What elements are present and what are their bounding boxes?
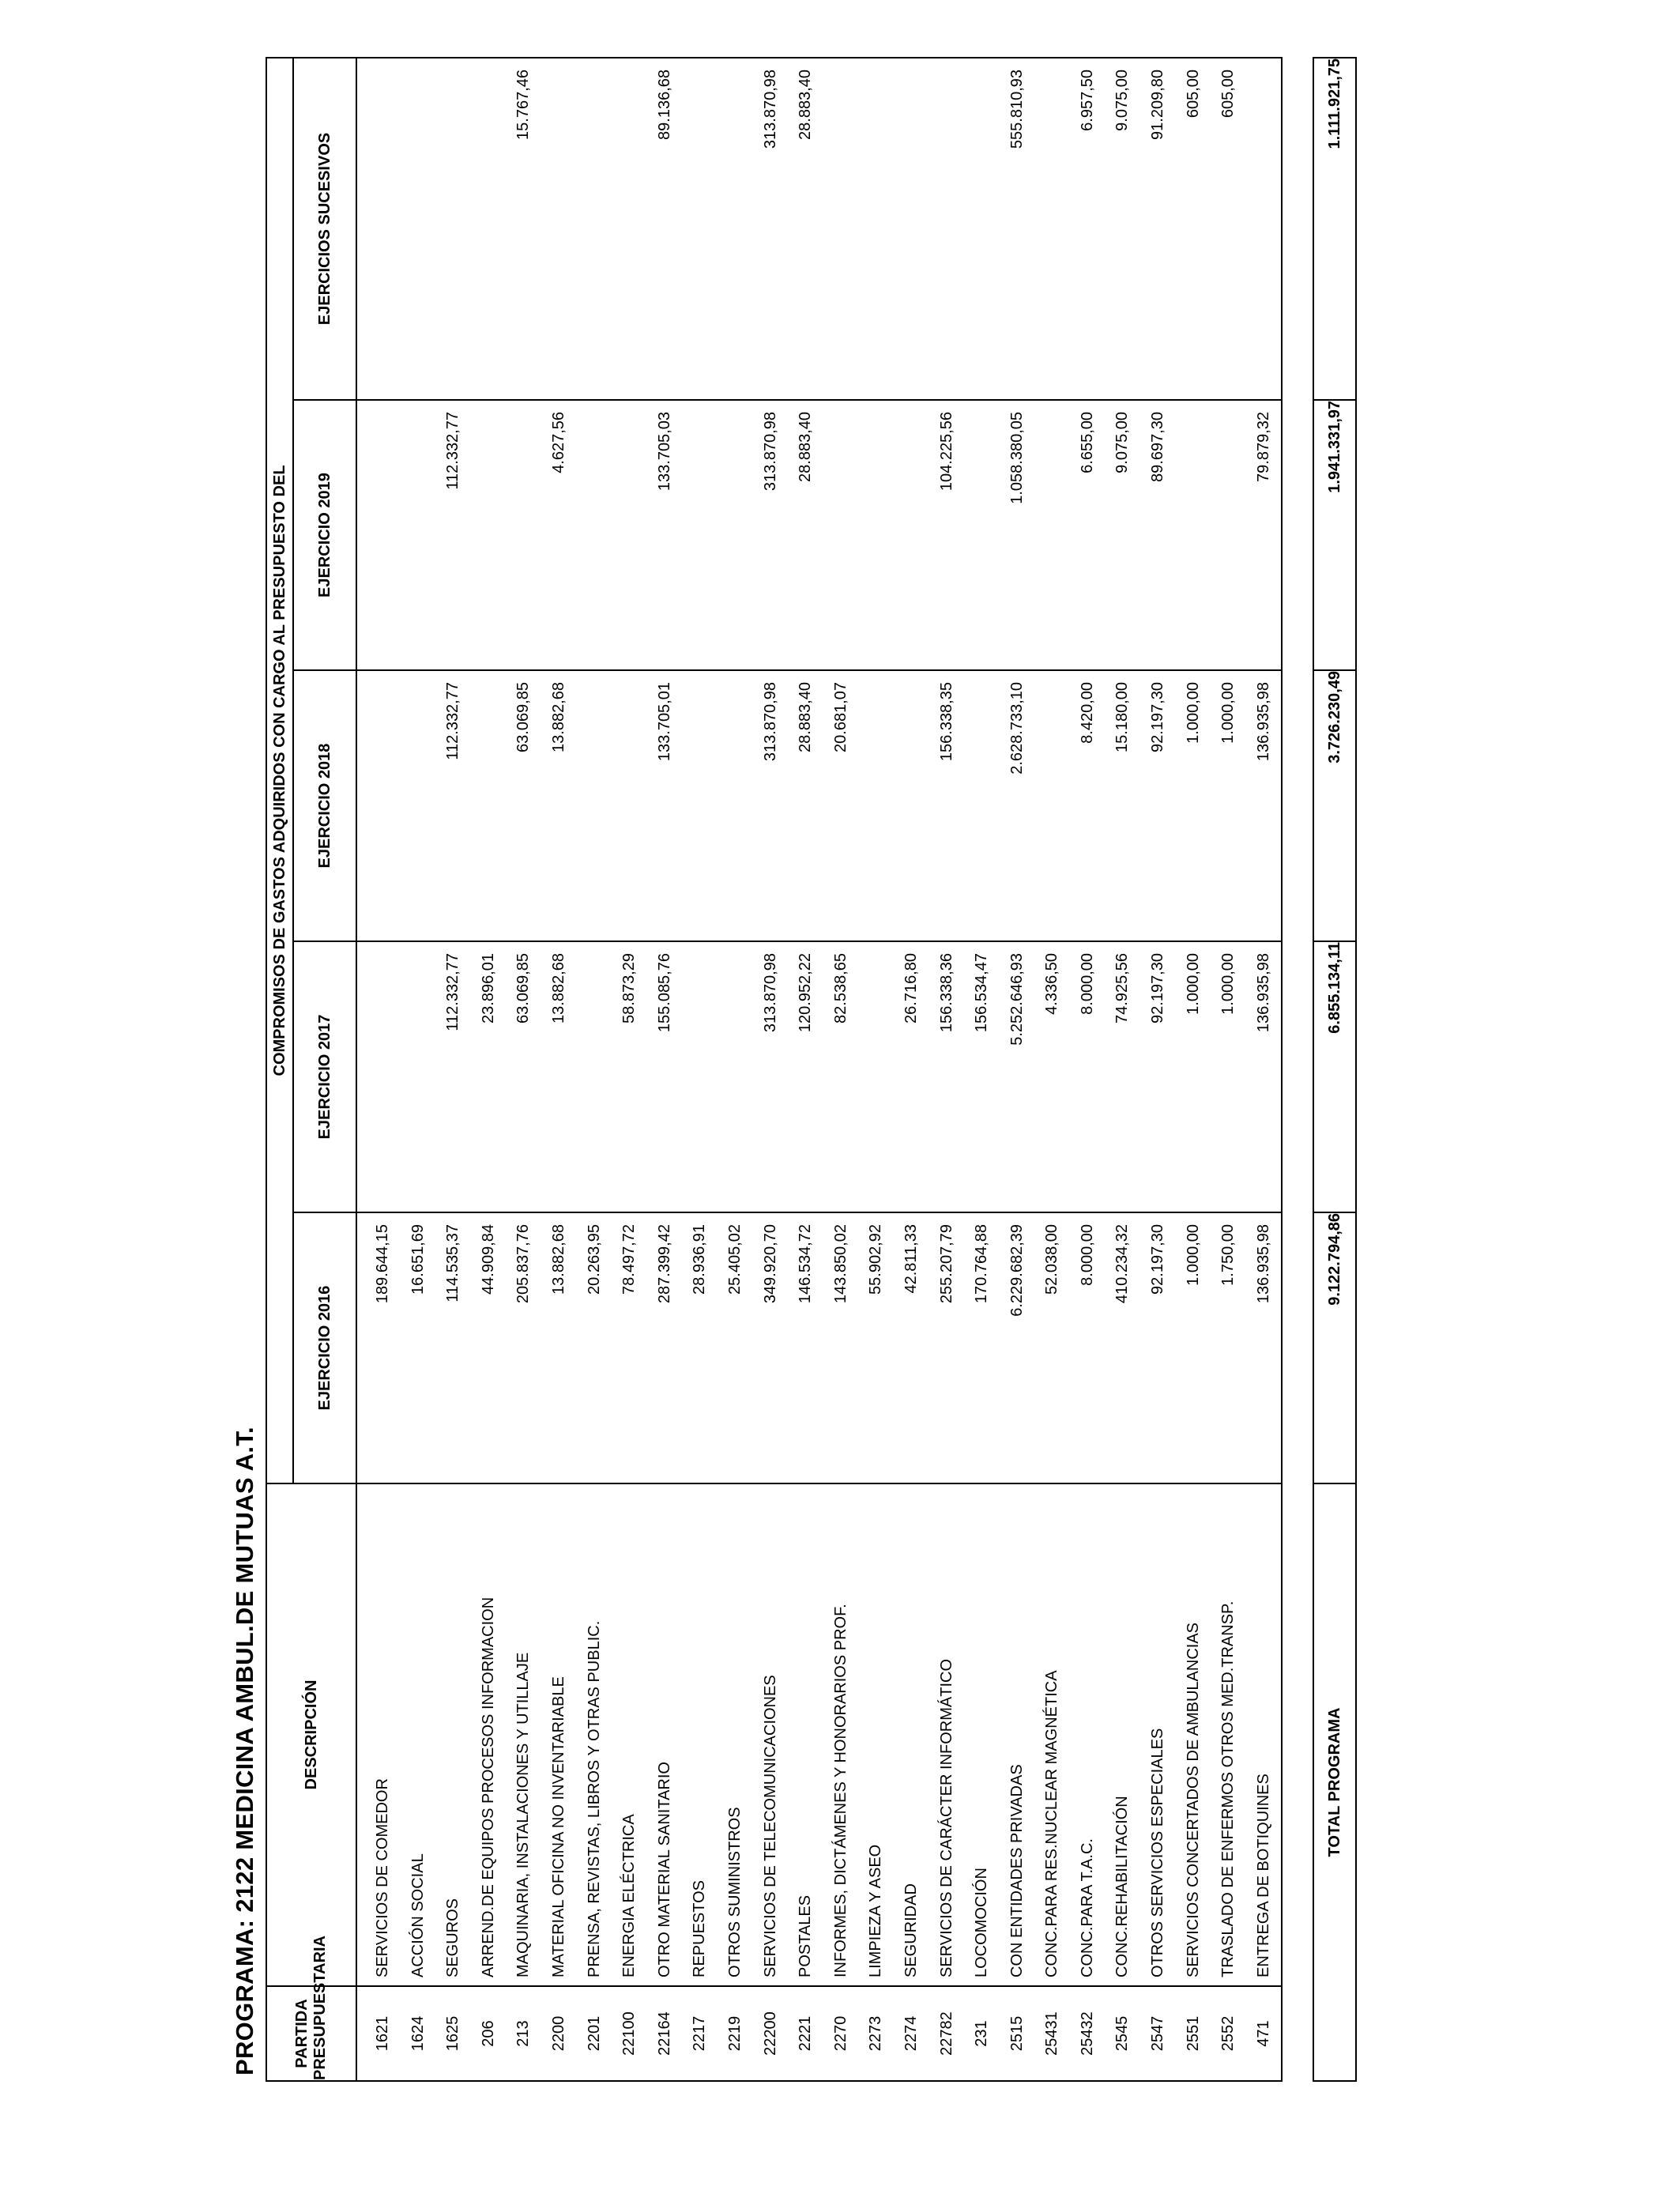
partida-code: 471: [1254, 2020, 1272, 2047]
value-2017: 156.534,47: [973, 953, 991, 1033]
partida-code: 2515: [1008, 2015, 1026, 2052]
description: SERVICIOS CONCERTADOS DE AMBULANCIAS: [1184, 1623, 1202, 1977]
description: TRASLADO DE ENFERMOS OTROS MED.TRANSP.: [1219, 1600, 1237, 1977]
total-ejercicio-2016: 9.122.794,86: [1313, 1212, 1356, 1483]
value-2019: [1034, 401, 1070, 669]
value-2016: 13.882,68: [549, 1224, 567, 1295]
value-2019: 28.883,40: [797, 412, 815, 482]
value-2016: 55.902,92: [867, 1224, 885, 1295]
rotated-content: [231, 60, 1479, 2083]
description: INFORMES, DICTÁMENES Y HONORARIOS PROF.: [831, 1604, 849, 1977]
value-2018: [365, 671, 401, 941]
value-2019: [823, 401, 859, 669]
header-ejercicio-2017: EJERCICIO 2017: [293, 941, 356, 1212]
description: ENTREGA DE BOTIQUINES: [1254, 1774, 1272, 1977]
value-2016: 92.197,30: [1149, 1224, 1167, 1295]
description: REPUESTOS: [691, 1880, 709, 1977]
description: SEGUROS: [444, 1898, 462, 1977]
value-2019: 313.870,98: [761, 412, 779, 492]
value-2018: 1.000,00: [1184, 682, 1202, 744]
value-2019: 104.225,56: [937, 412, 955, 492]
value-2017: [858, 942, 894, 1212]
description: SERVICIOS DE COMEDOR: [374, 1778, 391, 1977]
value-2019: [612, 401, 647, 669]
total-ejercicios-sucesivos: 1.111.921,75: [1313, 58, 1356, 400]
value-sucesivos: 89.136,68: [655, 69, 673, 140]
value-2019: [1211, 401, 1246, 669]
value-sucesivos: [718, 58, 753, 399]
value-sucesivos: [577, 58, 612, 399]
value-2016: 410.234,32: [1113, 1224, 1132, 1304]
value-2016: 52.038,00: [1043, 1224, 1061, 1295]
value-2016: 114.535,37: [444, 1224, 462, 1302]
header-ejercicio-2018: EJERCICIO 2018: [293, 670, 356, 941]
value-2018: [718, 671, 753, 941]
value-2018: [401, 671, 436, 941]
value-2019: 89.697,30: [1149, 412, 1167, 482]
value-2019: 6.655,00: [1078, 412, 1096, 473]
value-2016: 287.399,42: [655, 1224, 673, 1304]
value-sucesivos: 605,00: [1184, 69, 1202, 119]
total-ejercicio-2019: 1.941.331,97: [1313, 400, 1356, 670]
value-2017: 74.925,56: [1113, 953, 1132, 1023]
value-sucesivos: [612, 58, 647, 399]
value-2016: 42.811,33: [902, 1224, 920, 1294]
value-2016: 146.534,72: [797, 1224, 815, 1304]
value-sucesivos: [858, 58, 894, 399]
description: CON ENTIDADES PRIVADAS: [1008, 1764, 1026, 1977]
value-sucesivos: [541, 58, 577, 399]
partida-code: 22100: [620, 2011, 638, 2056]
value-2017: 155.085,76: [655, 953, 673, 1033]
column-ejercicio-2019: [356, 400, 1282, 670]
partida-code: 2221: [797, 2015, 815, 2052]
value-2018: [894, 671, 929, 941]
partida-code: 2219: [725, 2015, 744, 2052]
value-2019: [894, 401, 929, 669]
value-2018: 136.935,98: [1254, 682, 1272, 762]
description: LIMPIEZA Y ASEO: [867, 1844, 885, 1977]
value-2019: [964, 401, 1000, 669]
value-2016: 1.750,00: [1219, 1224, 1237, 1286]
partida-code: 206: [479, 2020, 497, 2047]
description: OTROS SERVICIOS ESPECIALES: [1149, 1728, 1167, 1977]
value-sucesivos: 9.075,00: [1113, 69, 1132, 131]
table-body-row: [356, 58, 1282, 2081]
value-2019: [682, 401, 718, 669]
value-2018: 112.332,77: [444, 682, 462, 760]
partida-code: 1624: [409, 2015, 427, 2052]
value-sucesivos: 28.883,40: [797, 69, 815, 140]
partida-code: 2201: [585, 2015, 603, 2052]
partida-code: 22782: [937, 2011, 955, 2056]
value-sucesivos: [471, 58, 507, 399]
value-2019: 4.627,56: [549, 412, 567, 473]
header-ejercicios-sucesivos: EJERCICIOS SUCESIVOS: [293, 58, 356, 400]
total-ejercicio-2017: 6.855.134,11: [1313, 941, 1356, 1212]
partida-code: 231: [973, 2020, 991, 2047]
partida-code: 2200: [549, 2015, 567, 2052]
partida-code: 22200: [761, 2011, 779, 2056]
value-2016: 28.936,91: [691, 1224, 709, 1295]
value-2016: 6.229.682,39: [1008, 1224, 1026, 1317]
partida-code: 1621: [374, 2015, 391, 2052]
column-descripcion: [356, 1483, 1282, 1986]
description: CONC.REHABILITACIÓN: [1113, 1796, 1132, 1977]
value-2018: [471, 671, 507, 941]
value-sucesivos: [964, 58, 1000, 399]
value-2019: 112.332,77: [444, 412, 462, 490]
partida-code: 2274: [902, 2015, 920, 2052]
description: SERVICIOS DE CARÁCTER INFORMÁTICO: [937, 1658, 955, 1977]
value-2019: [1176, 401, 1211, 669]
value-2019: [577, 401, 612, 669]
value-2016: 44.909,84: [479, 1224, 497, 1295]
value-2019: 133.705,03: [655, 412, 673, 492]
value-2018: 133.705,01: [655, 682, 673, 762]
value-2016: 25.405,02: [725, 1224, 744, 1295]
value-2019: [471, 401, 507, 669]
value-2016: 143.850,02: [831, 1224, 849, 1304]
value-2018: 15.180,00: [1113, 682, 1132, 752]
value-2016: 20.263,95: [585, 1224, 603, 1295]
value-2018: [577, 671, 612, 941]
description: OTROS SUMINISTROS: [725, 1807, 744, 1977]
column-ejercicio-2017: [356, 941, 1282, 1212]
value-sucesivos: 6.957,50: [1078, 69, 1096, 131]
value-2018: 92.197,30: [1149, 682, 1167, 752]
description: MATERIAL OFICINA NO INVENTARIABLE: [549, 1676, 567, 1977]
value-2018: 2.628.733,10: [1008, 682, 1026, 775]
column-ejercicio-2018: [356, 670, 1282, 941]
value-2019: [365, 401, 401, 669]
value-sucesivos: [929, 58, 965, 399]
description: POSTALES: [797, 1894, 815, 1977]
total-label: TOTAL PROGRAMA: [1313, 1483, 1356, 2081]
header-ejercicio-2019: EJERCICIO 2019: [293, 400, 356, 670]
description: SERVICIOS DE TELECOMUNICACIONES: [761, 1675, 779, 1977]
partida-code: 2552: [1219, 2015, 1237, 2052]
value-sucesivos: 313.870,98: [761, 69, 779, 149]
value-2016: 189.644,15: [374, 1224, 391, 1304]
value-2016: 8.000,00: [1078, 1224, 1096, 1286]
value-2019: 79.879,32: [1254, 412, 1272, 482]
column-ejercicios-sucesivos: [356, 58, 1282, 400]
value-2017: 5.252.646,93: [1008, 953, 1026, 1046]
partida-code: 22164: [655, 2011, 673, 2056]
column-ejercicio-2016: [356, 1212, 1282, 1483]
value-2017: 63.069,85: [514, 953, 533, 1023]
column-partida: [356, 1986, 1282, 2081]
value-2017: 1.000,00: [1184, 953, 1202, 1015]
total-row: [1313, 58, 1356, 2081]
value-2016: 170.764,88: [973, 1224, 991, 1304]
value-2018: [858, 671, 894, 941]
value-sucesivos: 605,00: [1219, 69, 1237, 119]
value-2017: 23.896,01: [479, 953, 497, 1023]
value-2018: 8.420,00: [1078, 682, 1096, 744]
value-2019: [506, 401, 541, 669]
partida-code: 25431: [1043, 2011, 1061, 2056]
value-2016: 136.935,98: [1254, 1224, 1272, 1304]
value-2019: 1.058.380,05: [1008, 412, 1026, 504]
partida-code: 2545: [1113, 2015, 1132, 2052]
value-2017: 136.935,98: [1254, 953, 1272, 1033]
header-group: COMPROMISOS DE GASTOS ADQUIRIDOS CON CARGO AL PRESUPUESTO DEL: [266, 58, 293, 1483]
value-2017: 313.870,98: [761, 953, 779, 1033]
description: LOCOMOCIÓN: [973, 1868, 991, 1977]
value-2017: [365, 942, 401, 1212]
value-2017: 4.336,50: [1043, 953, 1061, 1015]
value-2018: [964, 671, 1000, 941]
value-sucesivos: 15.767,46: [514, 69, 533, 140]
total-ejercicio-2018: 3.726.230,49: [1313, 670, 1356, 941]
value-2017: 58.873,29: [620, 953, 638, 1023]
value-2019: 9.075,00: [1113, 412, 1132, 473]
value-2016: 349.920,70: [761, 1224, 779, 1304]
header-partida: PARTIDA PRESUPUESTARIA: [266, 1986, 356, 2081]
partida-code: 2547: [1149, 2015, 1167, 2052]
description: ARREND.DE EQUIPOS PROCESOS INFORMACION: [479, 1596, 497, 1977]
value-2018: [1034, 671, 1070, 941]
value-sucesivos: [1246, 58, 1282, 399]
description: ENERGIA ELÉCTRICA: [620, 1814, 638, 1977]
program-title: PROGRAMA: 2122 MEDICINA AMBUL.DE MUTUAS A.T.: [231, 1427, 258, 2075]
value-2019: [718, 401, 753, 669]
value-sucesivos: [401, 58, 436, 399]
description: PRENSA, REVISTAS, LIBROS Y OTRAS PUBLIC.: [585, 1620, 603, 1977]
description: MAQUINARIA, INSTALACIONES Y UTILLAJE: [514, 1652, 533, 1977]
value-2017: 112.332,77: [444, 953, 462, 1031]
value-2017: [682, 942, 718, 1212]
header-ejercicio-2016: EJERCICIO 2016: [293, 1212, 356, 1483]
value-2016: 255.207,79: [937, 1224, 955, 1304]
value-sucesivos: 555.810,93: [1008, 69, 1026, 149]
value-2016: 78.497,72: [620, 1224, 638, 1295]
value-2018: 1.000,00: [1219, 682, 1237, 744]
value-sucesivos: [1034, 58, 1070, 399]
partida-code: 25432: [1078, 2011, 1096, 2056]
description: ACCIÓN SOCIAL: [409, 1853, 427, 1977]
value-2017: 82.538,65: [831, 953, 849, 1023]
value-2016: 1.000,00: [1184, 1224, 1202, 1286]
table-spacer: [1282, 58, 1313, 2081]
partida-code: 2551: [1184, 2015, 1202, 2052]
value-2018: 156.338,35: [937, 682, 955, 762]
value-sucesivos: [365, 58, 401, 399]
value-2016: 16.651,69: [409, 1224, 427, 1295]
value-2017: 26.716,80: [902, 953, 920, 1023]
value-sucesivos: [682, 58, 718, 399]
value-sucesivos: 91.209,80: [1149, 69, 1167, 140]
partida-code: 2217: [691, 2015, 709, 2052]
description: CONC.PARA T.A.C.: [1078, 1838, 1096, 1977]
value-sucesivos: [435, 58, 471, 399]
value-2018: 63.069,85: [514, 682, 533, 752]
value-2017: [577, 942, 612, 1212]
value-sucesivos: [823, 58, 859, 399]
partida-code: 213: [514, 2020, 533, 2047]
value-2016: 205.837,76: [514, 1224, 533, 1304]
budget-commitments-table: [266, 57, 1357, 2082]
value-2018: [612, 671, 647, 941]
description: CONC.PARA RES.NUCLEAR MAGNÉTICA: [1043, 1670, 1061, 1977]
value-2017: 120.952,22: [797, 953, 815, 1033]
value-2017: 92.197,30: [1149, 953, 1167, 1023]
value-2017: 156.338,36: [937, 953, 955, 1033]
value-2018: 313.870,98: [761, 682, 779, 762]
value-sucesivos: [894, 58, 929, 399]
value-2018: 13.882,68: [549, 682, 567, 752]
header-descripcion: DESCRIPCIÓN: [266, 1483, 356, 1986]
partida-code: 1625: [444, 2015, 462, 2052]
description: SEGURIDAD: [902, 1883, 920, 1977]
value-2017: 8.000,00: [1078, 953, 1096, 1015]
value-2018: [682, 671, 718, 941]
partida-code: 2273: [867, 2015, 885, 2052]
value-2019: [401, 401, 436, 669]
value-2019: [858, 401, 894, 669]
value-2017: 1.000,00: [1219, 953, 1237, 1015]
value-2018: 28.883,40: [797, 682, 815, 752]
value-2018: 20.681,07: [831, 682, 849, 752]
value-2017: [718, 942, 753, 1212]
value-2017: 13.882,68: [549, 953, 567, 1023]
value-2017: [401, 942, 436, 1212]
description: OTRO MATERIAL SANITARIO: [655, 1762, 673, 1977]
partida-code: 2270: [831, 2015, 849, 2052]
